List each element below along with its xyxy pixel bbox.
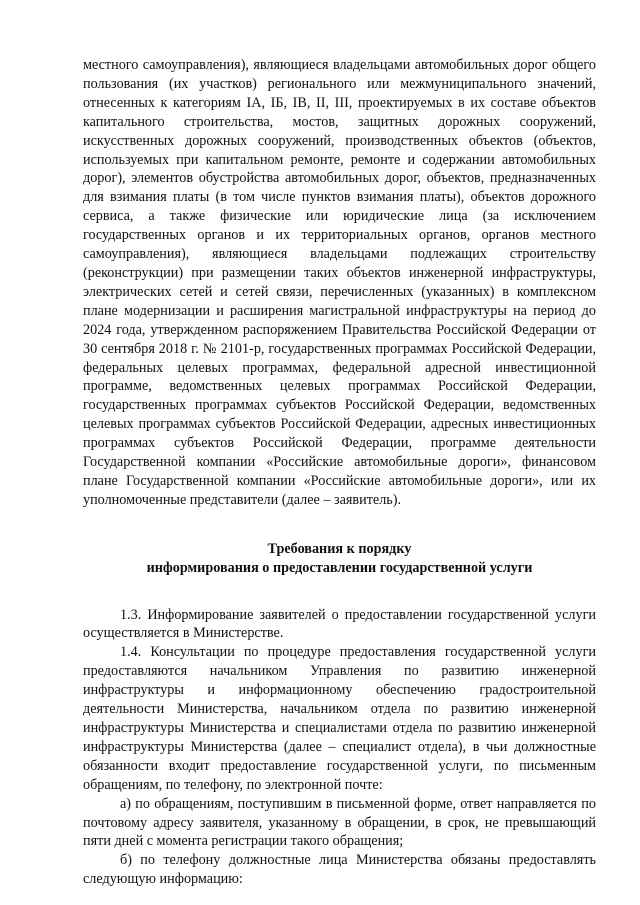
intro-paragraph: местного самоуправления), являющиеся владельцами автомобильных дорог общего пользования (их участков) регионального или межмуниципального значений, отнесенных к категориям IА, IБ, IВ, II, III, проектируемых в их составе объектов капитального строительства, мостов, защитных дорожных сооружений, искусственных дорожных сооружений, производственных объектов (объектов, используемых при капитальном ремонте, ремонте и содержании автомобильных дорог), элементов обустройства автомобильных дорог, объектов, предназначенных для взимания платы (в том числе пунктов взимания платы), объектов дорожного сервиса, а также физические или юридические лица (за исключением государственных органов и их территориальных органов, органов местного самоуправления), являющиеся владельцами подлежащих строительству (реконструкции) при размещении таких объектов инженерной инфраструктуры, электрических сетей и сетей связи, перечисленных (указанных) в комплексном плане модернизации и расширения магистральной инфраструктуры на период до 2024 года, утвержденном распоряжением Правительства Российской Федерации от 30 сентября 2018 г. № 2101-р, государственных программах Российской Федерации, федеральных целевых программах, федеральной адресной инвестиционной программе, ведомственных целевых программах Российской Федерации, государственных программах субъектов Российской Федерации, ведомственных целевых программах субъектов Российской Федерации, адресных инвестиционных программах субъектов Российской Федерации, программе деятельности Государственной компании «Российские автомобильные дороги», финансовом плане Государственной компании «Российские автомобильные дороги», или их уполномоченные представители (далее – заявитель). <box>83 57 596 508</box>
paragraph-1-3: 1.3. Информирование заявителей о предоставлении государственной услуги осуществляется в Министерстве. <box>83 606 596 642</box>
section-heading-line-1: Требования к порядку <box>267 540 412 557</box>
section-heading <box>83 540 596 578</box>
paragraph-item-a: а) по обращениям, поступившим в письменной форме, ответ направляется по почтовому адресу заявителя, указанному в обращении, в срок, не превышающий пяти дней с момента регистрации такого обращения; <box>83 795 596 850</box>
document-body <box>83 56 596 889</box>
section-heading-line-2: информирования о предоставлении государственной услуги <box>146 559 533 576</box>
paragraph-item-b: б) по телефону должностные лица Министерства обязаны предоставлять следующую информацию: <box>83 852 596 888</box>
paragraph-1-4: 1.4. Консультации по процедуре предоставления государственной услуги предоставляются начальником Управления по развитию инженерной инфраструктуры и информационному обеспечению градостроительной деятельности Министерства, начальником отдела по развитию инженерной инфраструктуры Министерства и специалистами отдела по развитию инженерной инфраструктуры Министерства (далее – специалист отдела), в чьи должностные обязанности входит предоставление государственной услуги, по письменным обращениям, по телефону, по электронной почте: <box>83 644 596 793</box>
